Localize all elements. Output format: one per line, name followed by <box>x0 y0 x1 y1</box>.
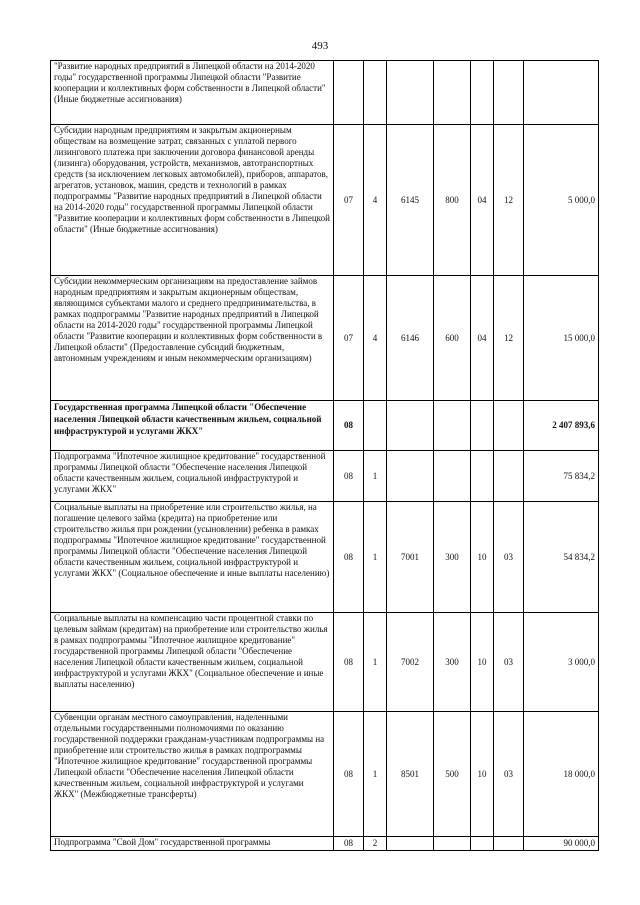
table-row <box>51 502 599 613</box>
subsection-code <box>494 451 524 502</box>
subsection-code: 03 <box>494 613 524 712</box>
expense-type-code: 300 <box>434 502 471 613</box>
subsection-code: 03 <box>494 712 524 837</box>
direction-code <box>387 401 434 451</box>
subprogram-code: 2 <box>364 837 387 851</box>
section-code <box>471 451 494 502</box>
section-code <box>471 61 494 125</box>
row-description: Социальные выплаты на компенсацию части процентной ставки по целевым займам (кредитам) на приобретение или строительство жилья в рамках подпрограммы "Ипотечное жилищное кредитование" государственной программы Липецкой области "Обеспечение населения Липецкой области качественным жильем, социальной инфраструктурой и услугами ЖКХ" (Социальное обеспечение и иные выплаты населению) <box>51 613 334 712</box>
subprogram-code: 1 <box>364 502 387 613</box>
section-code: 04 <box>471 125 494 276</box>
program-code: 07 <box>334 125 364 276</box>
section-code <box>471 837 494 851</box>
section-code: 04 <box>471 276 494 401</box>
subprogram-code: 1 <box>364 613 387 712</box>
subsection-code <box>494 61 524 125</box>
amount: 5 000,0 <box>524 125 599 276</box>
program-code: 08 <box>334 837 364 851</box>
subprogram-code <box>364 401 387 451</box>
section-code <box>471 401 494 451</box>
page-number: 493 <box>311 40 329 52</box>
direction-code <box>387 61 434 125</box>
section-code: 10 <box>471 502 494 613</box>
subprogram-code: 4 <box>364 125 387 276</box>
row-description: Субсидии некоммерческим организациям на предоставление займов народным предприятиям и закрытым акционерным обществам, являющимся субъектами малого и среднего предпринимательства, в рамках подпрограммы "Развитие народных предприятий в Липецкой области на 2014-2020 годы" государственной программы Липецкой области "Развитие кооперации и коллективных форм собственности в Липецкой области" (Предоставление субсидий бюджетным, автономным учреждениям и иным некоммерческим организациям) <box>51 276 334 401</box>
program-code: 08 <box>334 502 364 613</box>
program-code: 08 <box>334 451 364 502</box>
amount: 75 834,2 <box>524 451 599 502</box>
amount: 90 000,0 <box>524 837 599 851</box>
expense-type-code <box>434 451 471 502</box>
subsection-code: 12 <box>494 125 524 276</box>
expense-type-code <box>434 401 471 451</box>
table-row <box>51 61 599 125</box>
program-code <box>334 61 364 125</box>
row-description: Подпрограмма "Ипотечное жилищное кредитование" государственной программы Липецкой области "Обеспечение населения Липецкой области качественным жильем, социальной инфраструктурой и услугами ЖКХ" <box>51 451 334 502</box>
budget-table <box>50 60 599 851</box>
amount: 2 407 893,6 <box>524 401 599 451</box>
row-description: Подпрограмма "Свой Дом" государственной программы <box>51 837 334 851</box>
expense-type-code: 500 <box>434 712 471 837</box>
row-description: Субсидии народным предприятиям и закрытым акционерным обществам на возмещение затрат, связанных с уплатой первого лизингового платежа при заключении договора финансовой аренды (лизинга) оборудования, устройств, механизмов, автотранспортных средств (за исключением легковых автомобилей), приборов, аппаратов, агрегатов, установок, машин, средств и технологий в рамках подпрограммы "Развитие народных предприятий в Липецкой области на 2014-2020 годы" государственной программы Липецкой области "Развитие кооперации и коллективных форм собственности в Липецкой области" (Иные бюджетные ассигнования) <box>51 125 334 276</box>
amount: 18 000,0 <box>524 712 599 837</box>
subsection-code: 12 <box>494 276 524 401</box>
row-description: Государственная программа Липецкой области "Обеспечение населения Липецкой области качественным жильем, социальной инфраструктурой и услугами ЖКХ" <box>51 401 334 451</box>
expense-type-code: 800 <box>434 125 471 276</box>
subprogram-code: 1 <box>364 451 387 502</box>
direction-code <box>387 837 434 851</box>
subsection-code <box>494 837 524 851</box>
section-code: 10 <box>471 613 494 712</box>
direction-code: 7001 <box>387 502 434 613</box>
expense-type-code <box>434 837 471 851</box>
expense-type-code: 300 <box>434 613 471 712</box>
amount: 3 000,0 <box>524 613 599 712</box>
subsection-code <box>494 401 524 451</box>
amount: 15 000,0 <box>524 276 599 401</box>
program-code: 08 <box>334 401 364 451</box>
direction-code: 6146 <box>387 276 434 401</box>
program-code: 08 <box>334 613 364 712</box>
direction-code: 6145 <box>387 125 434 276</box>
table-row <box>51 451 599 502</box>
table-row <box>51 613 599 712</box>
amount: 54 834,2 <box>524 502 599 613</box>
expense-type-code: 600 <box>434 276 471 401</box>
table-row <box>51 837 599 851</box>
expense-type-code <box>434 61 471 125</box>
row-description: "Развитие народных предприятий в Липецкой области на 2014-2020 годы" государственной программы Липецкой области "Развитие кооперации и коллективных форм собственности в Липецкой области" (Иные бюджетные ассигнования) <box>51 61 334 125</box>
amount <box>524 61 599 125</box>
program-code: 08 <box>334 712 364 837</box>
table-row <box>51 276 599 401</box>
row-description: Социальные выплаты на приобретение или строительство жилья, на погашение целевого займа (кредита) на приобретение или строительство жилья при рождении (усыновлении) ребенка в рамках подпрограммы "Ипотечное жилищное кредитование" государственной программы Липецкой области "Обеспечение населения Липецкой области качественным жильем, социальной инфраструктурой и услугами ЖКХ" (Социальное обеспечение и иные выплаты населению) <box>51 502 334 613</box>
direction-code <box>387 451 434 502</box>
subprogram-code <box>364 61 387 125</box>
direction-code: 7002 <box>387 613 434 712</box>
subsection-code: 03 <box>494 502 524 613</box>
subprogram-code: 1 <box>364 712 387 837</box>
subprogram-code: 4 <box>364 276 387 401</box>
section-code: 10 <box>471 712 494 837</box>
program-code: 07 <box>334 276 364 401</box>
table-row <box>51 712 599 837</box>
table-row <box>51 401 599 451</box>
direction-code: 8501 <box>387 712 434 837</box>
table-row <box>51 125 599 276</box>
row-description: Субвенции органам местного самоуправления, наделенными отдельными государственными полномочиями по оказанию государственной поддержки гражданам-участникам подпрограммы на приобретение или строительство жилья в рамках подпрограммы "Ипотечное жилищное кредитование" государственной программы Липецкой области "Обеспечение населения Липецкой области качественным жильем, социальной инфраструктурой и услугами ЖКХ" (Межбюджетные трансферты) <box>51 712 334 837</box>
